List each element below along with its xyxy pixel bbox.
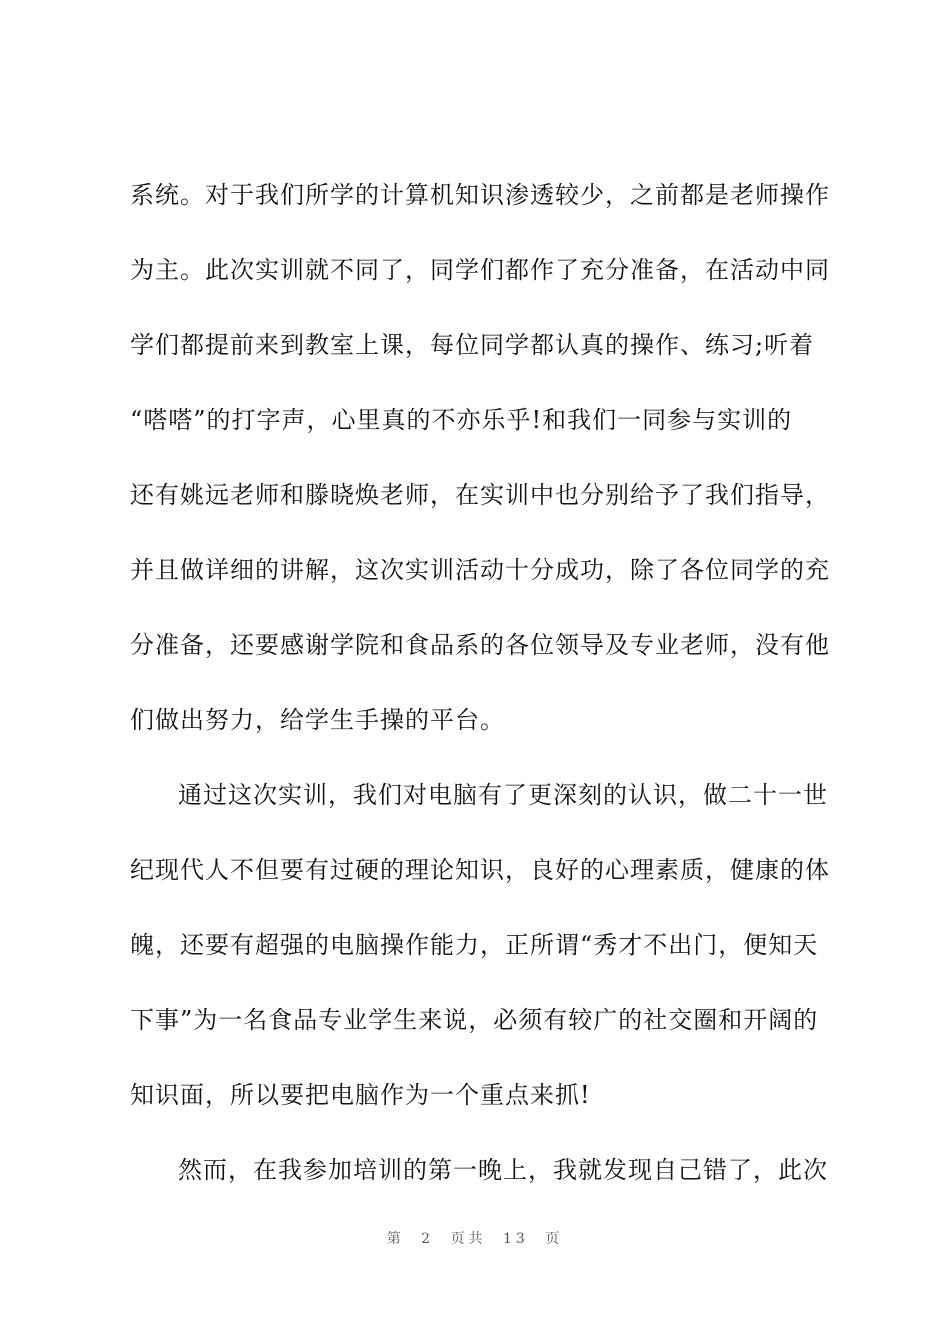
text-line-14: 然而，在我参加培训的第一晚上，我就发现自己错了，此次 bbox=[178, 1156, 828, 1184]
text-line-4: “嗒嗒”的打字声，心里真的不亦乐乎!和我们一同参与实训的 bbox=[130, 406, 793, 434]
text-line-3: 学们都提前来到教室上课，每位同学都认真的操作、练习;听着 bbox=[130, 331, 815, 359]
text-line-8: 们做出努力，给学生手操的平台。 bbox=[130, 706, 505, 734]
body-text bbox=[130, 172, 850, 1222]
text-line-10: 纪现代人不但要有过硬的理论知识，良好的心理素质，健康的体 bbox=[130, 856, 830, 884]
footer-prefix: 第 bbox=[386, 1231, 405, 1247]
text-line-7: 分准备，还要感谢学院和食品系的各位领导及专业老师，没有他 bbox=[130, 631, 830, 659]
text-line-9: 通过这次实训，我们对电脑有了更深刻的认识，做二十一世 bbox=[178, 781, 828, 809]
page-footer bbox=[0, 1228, 950, 1248]
text-line-12: 下事”为一名食品专业学生来说，必须有较广的社交圈和开阔的 bbox=[130, 1006, 819, 1034]
text-line-2: 为主。此次实训就不同了，同学们都作了充分准备，在活动中同 bbox=[130, 256, 830, 284]
text-line-6: 并且做详细的讲解，这次实训活动十分成功，除了各位同学的充 bbox=[130, 556, 830, 584]
text-line-11: 魄，还要有超强的电脑操作能力，正所谓“秀才不出门，便知天 bbox=[130, 931, 819, 959]
footer-current-page: 2 bbox=[421, 1231, 435, 1247]
footer-suffix: 页 bbox=[545, 1231, 564, 1247]
text-line-5: 还有姚远老师和滕晓焕老师，在实训中也分别给予了我们指导， bbox=[130, 481, 830, 509]
footer-middle: 页共 bbox=[450, 1231, 487, 1247]
footer-total-pages: 13 bbox=[503, 1231, 529, 1247]
text-line-1: 系统。对于我们所学的计算机知识渗透较少，之前都是老师操作 bbox=[130, 181, 830, 209]
text-line-13: 知识面，所以要把电脑作为一个重点来抓! bbox=[130, 1081, 591, 1109]
